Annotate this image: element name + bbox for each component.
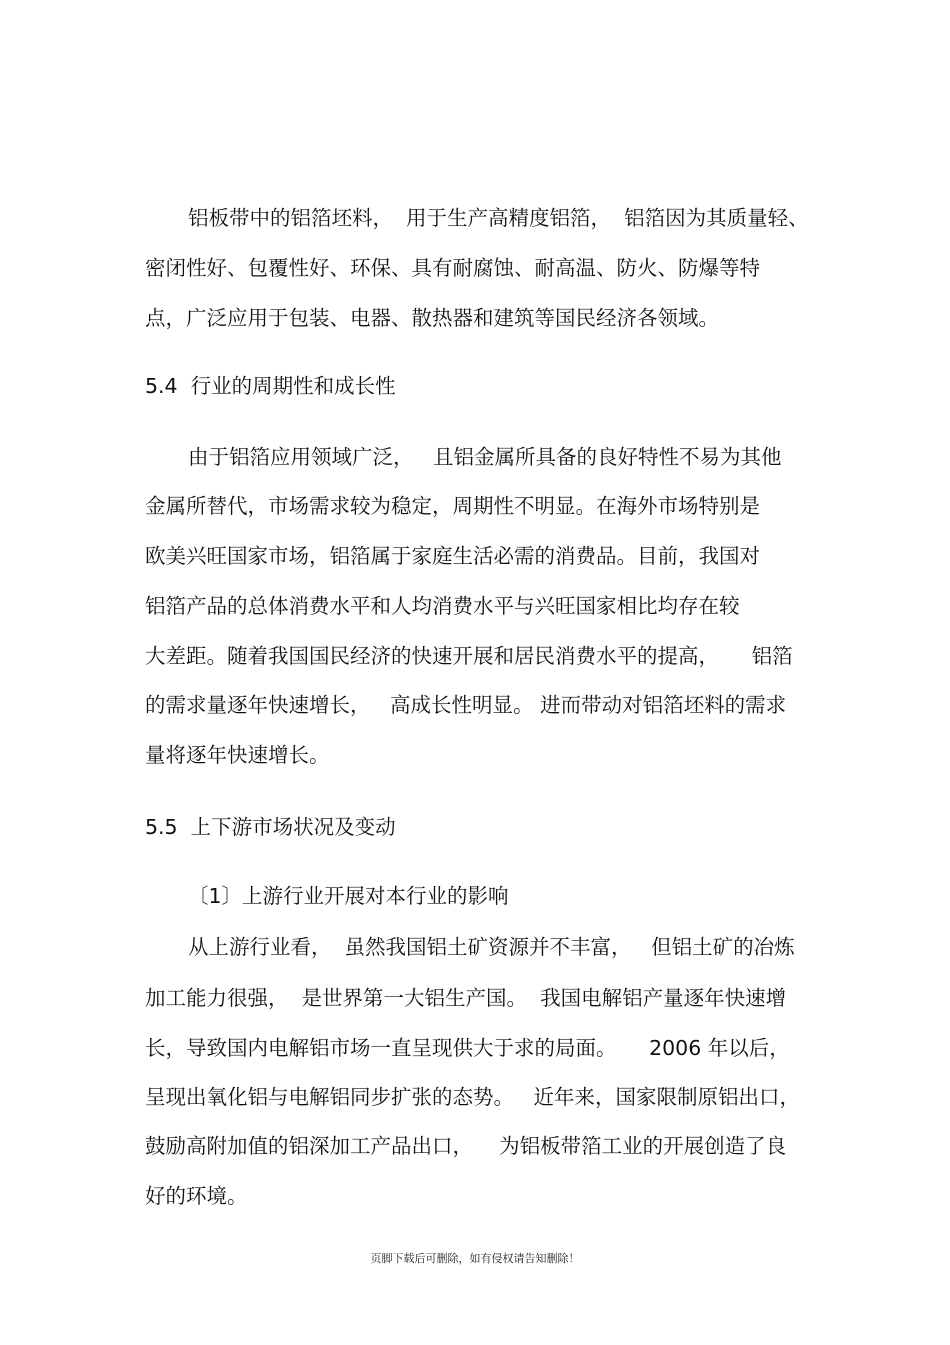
section-heading: 5.4 行业的周期性和成长性 — [145, 374, 396, 398]
paragraph-line: 铝板带中的铝箔坯料， 用于生产高精度铝箔， 铝箔因为其质量轻、 — [188, 206, 809, 230]
paragraph-line: 铝箔产品的总体消费水平和人均消费水平与兴旺国家相比均存在较 — [145, 594, 740, 618]
paragraph-line: 大差距。随着我国国民经济的快速开展和居民消费水平的提高， 铝箔 — [145, 644, 793, 668]
paragraph-line: 鼓励高附加值的铝深加工产品出口， 为铝板带箔工业的开展创造了良 — [145, 1134, 787, 1158]
paragraph-line: 欧美兴旺国家市场，铝箔属于家庭生活必需的消费品。目前，我国对 — [145, 544, 760, 568]
subheading: 〔1〕上游行业开展对本行业的影响 — [188, 884, 509, 908]
paragraph-line: 量将逐年快速增长。 — [145, 743, 330, 767]
page-footer: 页脚下载后可删除，如有侵权请告知删除！ — [370, 1252, 580, 1265]
paragraph-line: 呈现出氧化铝与电解铝同步扩张的态势。 近年来，国家限制原铝出口， — [145, 1085, 801, 1109]
paragraph-line: 好的环境。 — [145, 1184, 248, 1208]
section-heading: 5.5 上下游市场状况及变动 — [145, 815, 396, 839]
paragraph-line: 点，广泛应用于包装、电器、散热器和建筑等国民经济各领域。 — [145, 306, 719, 330]
paragraph-line: 密闭性好、包覆性好、环保、具有耐腐蚀、耐高温、防火、防爆等特 — [145, 256, 760, 280]
paragraph-line: 由于铝箔应用领域广泛， 且铝金属所具备的良好特性不易为其他 — [188, 445, 782, 469]
paragraph-line: 金属所替代，市场需求较为稳定，周期性不明显。在海外市场特别是 — [145, 494, 760, 518]
paragraph-line: 加工能力很强， 是世界第一大铝生产国。 我国电解铝产量逐年快速增 — [145, 986, 787, 1010]
paragraph-line: 的需求量逐年快速增长， 高成长性明显。 进而带动对铝箔坯料的需求 — [145, 693, 787, 717]
paragraph-line: 长，导致国内电解铝市场一直呈现供大于求的局面。 2006 年以后， — [145, 1036, 790, 1060]
paragraph-line: 从上游行业看， 虽然我国铝土矿资源并不丰富， 但铝土矿的冶炼 — [188, 935, 795, 959]
